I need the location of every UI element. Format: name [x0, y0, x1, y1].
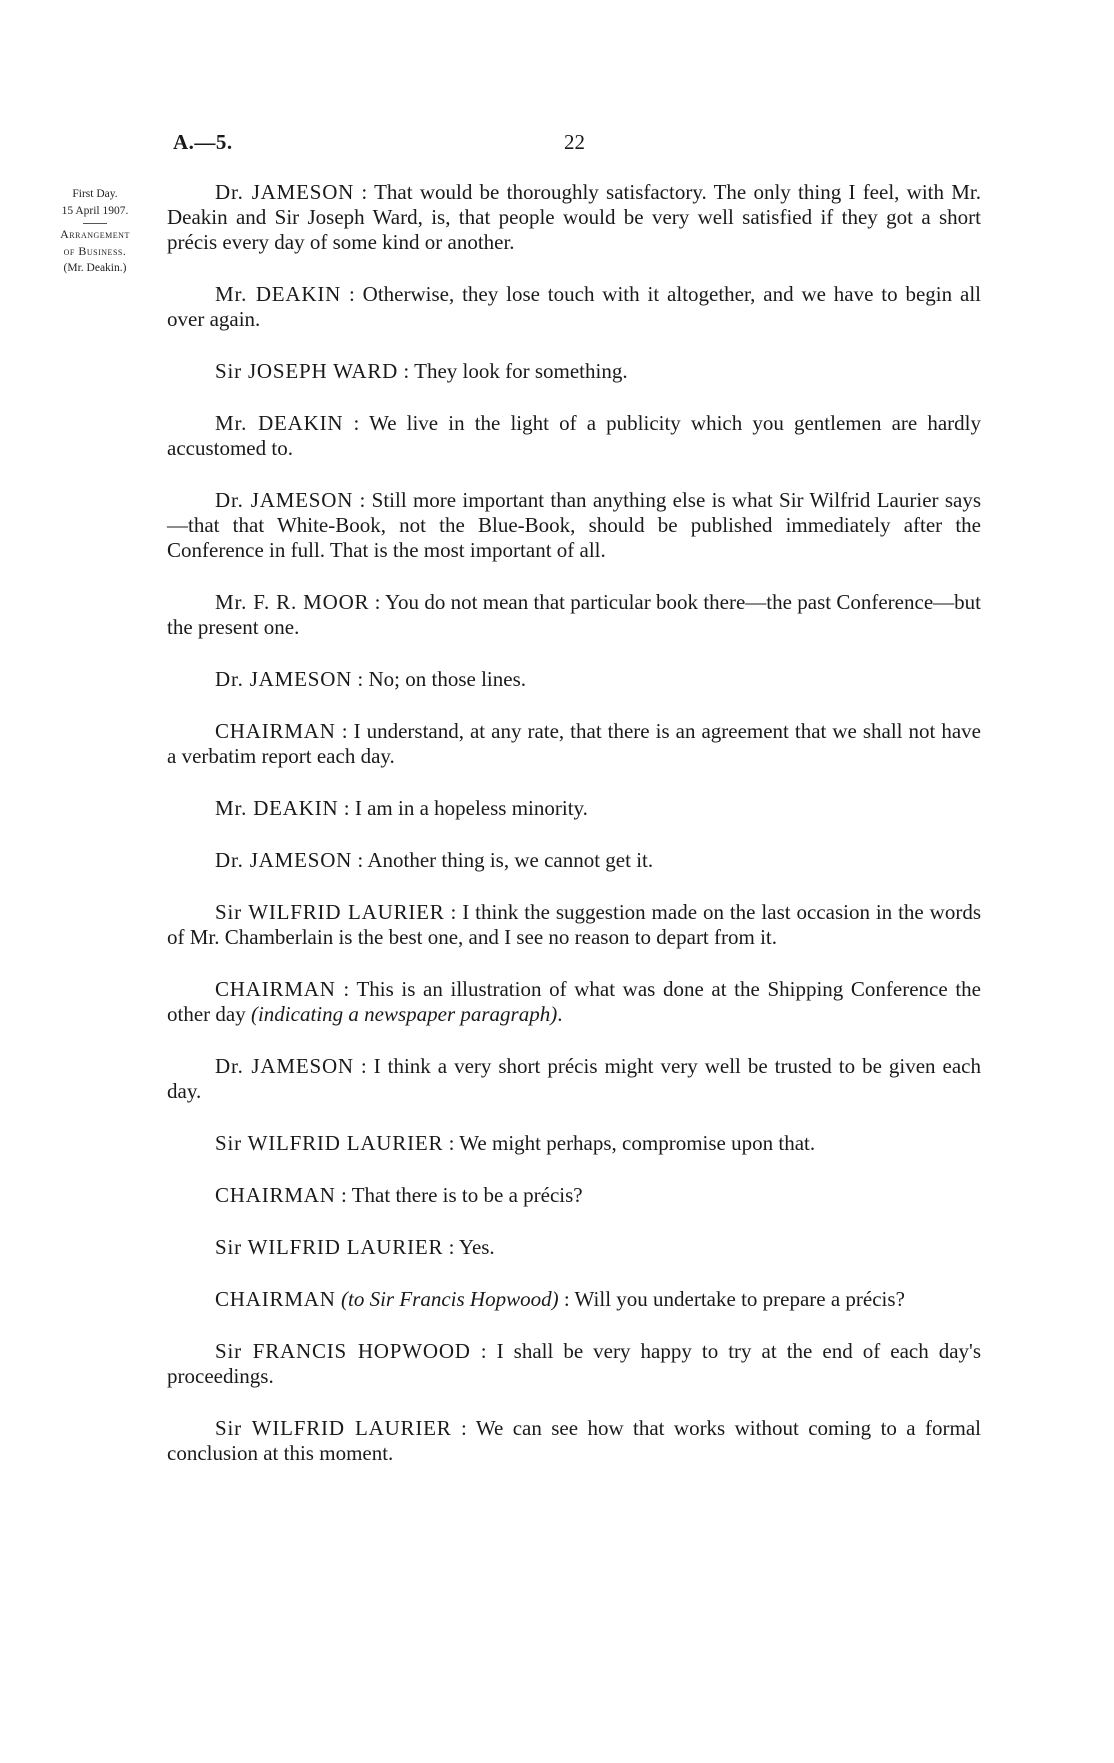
- speech-text: I am in a hopeless minority.: [354, 796, 588, 820]
- page-number: 22: [564, 130, 585, 154]
- speech-text: We might perhaps, compromise upon that.: [459, 1131, 816, 1155]
- paragraph: Mr. DEAKIN : Otherwise, they lose touch with it altogether, and we have to begin all over again.: [167, 282, 981, 331]
- speech-text: I think the suggestion made on the last occasion in the words of Mr. Chamberlain is the best one, and I see no reason to depart from it.: [167, 900, 981, 949]
- margin-date: 15 April 1907.: [61, 205, 129, 217]
- speech-text: No; on those lines.: [368, 667, 526, 691]
- paragraph: CHAIRMAN : That there is to be a précis?: [215, 1183, 583, 1207]
- margin-subject-line-1: Arrangement: [60, 227, 130, 241]
- speaker-name: Dr. JAMESON: [215, 667, 353, 691]
- speech-text: I think a very short précis might very well be trusted to be given each day.: [167, 1054, 981, 1103]
- margin-day: First Day.: [72, 188, 118, 200]
- speaker-name: Dr. JAMESON: [215, 488, 354, 512]
- speech-text: Another thing is, we cannot get it.: [367, 848, 654, 872]
- paragraph: Dr. JAMESON : Another thing is, we cannot get it.: [215, 848, 654, 872]
- speech-text: This is an illustration of what was done at the Shipping Conference the other day: [167, 977, 981, 1026]
- speech-text: Will you undertake to prepare a précis?: [574, 1287, 905, 1311]
- paragraph: CHAIRMAN : I understand, at any rate, that there is an agreement that we shall not have a verbatim report each day.: [167, 719, 981, 768]
- paragraph: Sir FRANCIS HOPWOOD : I shall be very happy to try at the end of each day's proceedings.: [167, 1339, 982, 1388]
- paragraph: Dr. JAMESON : Still more important than anything else is what Sir Wilfrid Laurier says—that that White-Book, not the Blue-Book, should be published immediately after the Conference in full. That is the most important of all.: [167, 488, 981, 562]
- speaker-name: Sir WILFRID LAURIER: [215, 1235, 444, 1259]
- speaker-name: Dr. JAMESON: [215, 1054, 354, 1078]
- speech-text: Yes.: [458, 1235, 495, 1259]
- speech-text: Otherwise, they lose touch with it altogether, and we have to begin all over again.: [167, 282, 981, 331]
- speech-text: I shall be very happy to try at the end of each day's proceedings.: [167, 1339, 982, 1388]
- speech-text: That would be thoroughly satisfactory. The only thing I feel, with Mr. Deakin and Sir Joseph Ward, is, that people would be very well satisfied if they got a short précis every day of some kind or another.: [167, 180, 981, 254]
- paragraph: CHAIRMAN (to Sir Francis Hopwood) : Will you undertake to prepare a précis?: [215, 1287, 905, 1311]
- speech-text-tail: .: [557, 1002, 563, 1026]
- speech-text: You do not mean that particular book there—the past Conference—but the present one.: [167, 590, 981, 639]
- stage-direction: (to Sir Francis Hopwood): [341, 1287, 559, 1311]
- speech-text: I understand, at any rate, that there is an agreement that we shall not have a verbatim report each day.: [167, 719, 981, 768]
- paragraph: Sir WILFRID LAURIER : I think the suggestion made on the last occasion in the words of Mr. Chamberlain is the best one, and I see no reason to depart from it.: [167, 900, 981, 949]
- margin-subject-line-2: of Business.: [63, 244, 127, 258]
- paragraph: Mr. DEAKIN : I am in a hopeless minority.: [215, 796, 588, 820]
- speaker-name: Sir WILFRID LAURIER: [215, 1416, 452, 1440]
- paragraph: Sir WILFRID LAURIER : Yes.: [215, 1235, 495, 1259]
- speech-text: Still more important than anything else is what Sir Wilfrid Laurier says—that that White-Book, not the Blue-Book, should be published immediately after the Conference in full. That is the most important of all.: [167, 488, 981, 562]
- speaker-name: CHAIRMAN: [215, 1287, 336, 1311]
- speaker-name: Sir FRANCIS HOPWOOD: [215, 1339, 471, 1363]
- speaker-name: CHAIRMAN: [215, 1183, 336, 1207]
- speech-text: We can see how that works without coming to a formal conclusion at this moment.: [167, 1416, 981, 1465]
- speaker-name: Mr. DEAKIN: [215, 411, 344, 435]
- speaker-name: Sir WILFRID LAURIER: [215, 1131, 444, 1155]
- paragraph: Mr. F. R. MOOR : You do not mean that particular book there—the past Conference—but the present one.: [167, 590, 981, 639]
- speech-text: We live in the light of a publicity which you gentlemen are hardly accustomed to.: [167, 411, 981, 460]
- speaker-name: CHAIRMAN: [215, 719, 336, 743]
- speaker-name: Mr. F. R. MOOR: [215, 590, 370, 614]
- paragraph: Dr. JAMESON : No; on those lines.: [215, 667, 526, 691]
- speech-text: That there is to be a précis?: [351, 1183, 583, 1207]
- paragraph: Sir WILFRID LAURIER : We can see how that works without coming to a formal conclusion at this moment.: [167, 1416, 981, 1465]
- speaker-name: CHAIRMAN: [215, 977, 336, 1001]
- paragraph: Sir JOSEPH WARD : They look for something.: [215, 359, 628, 383]
- margin-divider: [83, 223, 107, 224]
- stage-direction: (indicating a newspaper paragraph): [250, 1002, 558, 1026]
- transcript-body: [167, 180, 981, 1493]
- margin-speaker: (Mr. Deakin.): [63, 262, 127, 274]
- document-reference: A.—5.: [173, 130, 233, 154]
- speaker-name: Dr. JAMESON: [215, 848, 353, 872]
- paragraph: Dr. JAMESON : I think a very short précis might very well be trusted to be given each day.: [167, 1054, 981, 1103]
- paragraph: Mr. DEAKIN : We live in the light of a publicity which you gentlemen are hardly accustomed to.: [167, 411, 981, 460]
- speech-text: They look for something.: [414, 359, 628, 383]
- margin-note: [30, 186, 160, 277]
- paragraph: Dr. JAMESON : That would be thoroughly satisfactory. The only thing I feel, with Mr. Deakin and Sir Joseph Ward, is, that people would be very well satisfied if they got a short précis every day of some kind or another.: [167, 180, 981, 254]
- page-header: [173, 130, 993, 160]
- paragraph: CHAIRMAN : This is an illustration of what was done at the Shipping Conference the other day (indicating a newspaper paragraph).: [167, 977, 981, 1026]
- speaker-name: Mr. DEAKIN: [215, 796, 339, 820]
- speaker-name: Sir JOSEPH WARD: [215, 359, 399, 383]
- speaker-name: Dr. JAMESON: [215, 180, 355, 204]
- paragraph: Sir WILFRID LAURIER : We might perhaps, compromise upon that.: [215, 1131, 816, 1155]
- speaker-name: Sir WILFRID LAURIER: [215, 900, 445, 924]
- speaker-name: Mr. DEAKIN: [215, 282, 342, 306]
